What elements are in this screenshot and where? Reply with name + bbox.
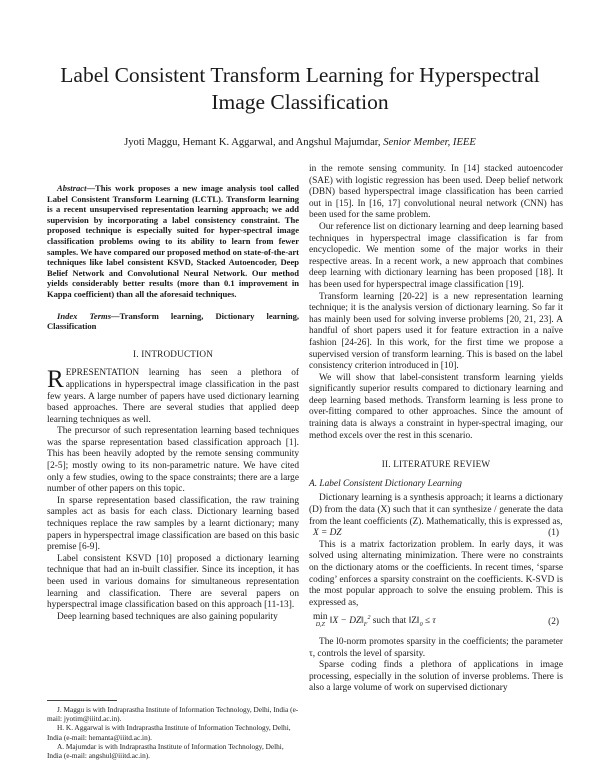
footnotes xyxy=(47,700,299,760)
equation-2 xyxy=(309,613,563,632)
review-paragraph-3: The l0-norm promotes sparsity in the coefficients; the parameter τ, controls the level of sparsity. xyxy=(309,636,563,659)
paper-title: Label Consistent Transform Learning for Hyperspectral Image Classification xyxy=(60,63,540,114)
index-terms-lead: Index Terms xyxy=(57,310,112,321)
intro-paragraph-2: The precursor of such representation learning based techniques was the sparse representation based classification approach [1]. This has been heavily adopted by the remote sensing community [2-5]; mostly owing to its non-parametric nature. We have cited only a few studies, owing to the space constraints; there are a large number of other papers on this topic. xyxy=(47,426,299,495)
intro-paragraph-3: In sparse representation based classification, the raw training samples act as basis for each class. Dictionary learning based techniques replace the raw samples by a learnt dictionary; many papers in hyperspectral image classification are based on this basic premise [6-9]. xyxy=(47,495,299,553)
intro-paragraph-7: Transform learning [20-22] is a new representation learning technique; it is the analysis version of dictionary learning. So far it has mainly been used for solving inverse problems [20, 21, 23]. A handful of short papers used it for feature extraction in a naïve fashion [24-26]. In this work, for the first time we propose a supervised version of transform learning. This is based on the label consistency criterion introduced in [10]. xyxy=(309,291,563,372)
index-terms-text: —Transform learning, Dictionary learning, Classification xyxy=(47,310,300,332)
right-column xyxy=(309,164,563,695)
equation-2-number: (2) xyxy=(548,616,559,627)
equation-1-number: (1) xyxy=(548,528,559,539)
review-paragraph-2: This is a matrix factorization problem. In early days, it was solved using alternating minimization. There were no constraints on the dictionary atoms or the coefficients. In recent times, ‘sparse coding’ enforces a sparsity constraint on the coefficients. K-SVD is the most popular approach to solve the ensuing problem. This is expressed as, xyxy=(309,539,563,608)
intro-paragraph-4: Label consistent KSVD [10] proposed a dictionary learning technique that had an in-built classifier. Since its inception, it has been used in various domains for simultaneous representation learning and classification. There are several papers on hyperspectral image classification based on this approach [11-13]. xyxy=(47,553,299,611)
author-names: Jyoti Maggu, Hemant K. Aggarwal, and Angshul Majumdar, xyxy=(124,137,381,148)
index-terms xyxy=(47,311,299,332)
review-paragraph-1: Dictionary learning is a synthesis approach; it learns a dictionary (D) from the data (X) such that it can synthesize / generate the data from the leant coefficients (Z). Mathematically, this is expressed as, xyxy=(309,493,563,527)
author-affiliation: Senior Member, IEEE xyxy=(383,137,476,148)
equation-1-body: X = DZ xyxy=(313,528,342,539)
equation-2-body: min D,Z ‖X − $DZ‖_F^2$ such that $‖Z‖_0 \le \tau$ xyxy=(313,612,436,629)
footnote-2: H. K. Aggarwal is with Indraprastha Institute of Information Technology, Delhi, India (e-mail: hemanta@iiitd.ac.in). xyxy=(47,723,291,742)
drop-cap: R xyxy=(47,366,64,394)
abstract xyxy=(47,183,299,300)
abstract-lead: Abstract xyxy=(57,183,87,193)
equation-1 xyxy=(309,528,563,540)
subsection-heading-a: A. Label Consistent Dictionary Learning xyxy=(309,478,462,489)
footnote-1: J. Maggu is with Indraprastha Institute of Information Technology, Delhi, India (e-mail: jyotim@iiitd.ac.in). xyxy=(47,705,299,724)
section-heading-literature-review: II. LITERATURE REVIEW xyxy=(381,459,491,470)
footnote-3: A. Majumdar is with Indraprastha Institute of Information Technology, Delhi, India (e-mail: angshul@iiitd.ac.in). xyxy=(47,741,284,761)
footnote-rule xyxy=(47,700,117,701)
review-paragraph-4: Sparse coding finds a plethora of applications in image processing, especially in the solution of inverse problems. There is also a large volume of work on supervised dictionary xyxy=(309,660,563,694)
intro-paragraph-5-continued: in the remote sensing community. In [14] stacked autoencoder (SAE) with logistic regression has been used. Deep belief network (DBN) based hyperspectral image classification has been carried out in [15]. In [16, 17] convolutional neural network (CNN) has been used for the same problem. xyxy=(309,164,563,221)
intro-paragraph-8: We will show that label-consistent transform learning yields significantly superior results compared to dictionary learning and deep learning based methods. Transform learning is less prone to over-fitting compared to other approaches. Since the amount of training data is always a constraint in hyper-spectral imaging, our method excels over the rest in this scenario. xyxy=(309,372,563,441)
intro-paragraph-1: REPRESENTATION learning has seen a plethora of applications in hyperspectral image classification in the past few years. A large number of papers have used dictionary learning based approaches. There are several studies that applied deep learning techniques as well. xyxy=(47,366,299,425)
intro-paragraph-5: Deep learning based techniques are also gaining popularity xyxy=(57,611,278,622)
left-column xyxy=(47,183,299,623)
intro-paragraph-6: Our reference list on dictionary learning and deep learning based techniques in hyperspectral image classification is far from encyclopedic. We mention some of the major works in their respective areas. In a recent work, a new approach that combines deep learning with dictionary learning has been proposed [18]. It has been used for hyperspectral image classification [19]. xyxy=(309,221,563,290)
abstract-text: —This work proposes a new image analysis tool called Label Consistent Transform Learning (LCTL). Transform learning is a recent unsupervised representation learning approach; we add supervision by incorporating a label consistency constraint. The proposed technique is especially suited for hyper-spectral image classification problems owing to its ability to learn from fewer samples. We have compared our proposed method on state-of-the-art techniques like label consistent KSVD, Stacked Autoencoder, Deep Belief Network and Convolutional Neural Network. Our method yields considerably better results (more than 0.1 improvement in Kappa coefficient) than all the aforesaid techniques. xyxy=(47,183,299,299)
section-heading-introduction: I. INTRODUCTION xyxy=(132,348,214,359)
author-line xyxy=(50,136,550,150)
